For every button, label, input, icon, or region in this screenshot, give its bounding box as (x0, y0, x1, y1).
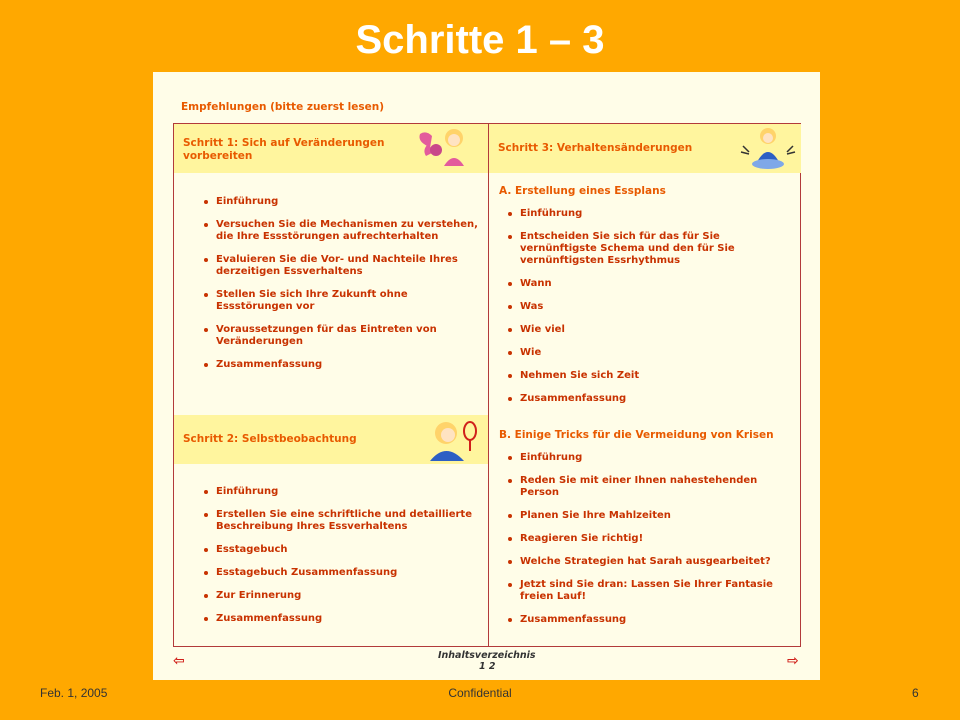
step3-section-b-list (508, 452, 793, 637)
list-item[interactable]: Reden Sie mit einer Ihnen nahestehenden Person (508, 475, 793, 499)
list-item[interactable]: Wann (508, 278, 793, 290)
list-item[interactable]: Esstagebuch (204, 544, 484, 556)
next-arrow-icon[interactable]: ⇨ (787, 653, 799, 669)
list-item[interactable]: Versuchen Sie die Mechanismen zu verstehen, die Ihre Essstörungen aufrechterhalten (204, 219, 479, 243)
girl-with-mirror-illustration (424, 417, 480, 463)
step1-list (204, 196, 479, 382)
recommendations-link[interactable]: Empfehlungen (bitte zuerst lesen) (181, 101, 385, 113)
list-item[interactable]: Jetzt sind Sie dran: Lassen Sie Ihrer Fantasie freien Lauf! (508, 579, 793, 603)
section-b-heading[interactable]: B. Einige Tricks für die Vermeidung von Krisen (499, 429, 774, 441)
content-panel (153, 72, 820, 680)
girl-with-cat-illustration (418, 126, 474, 172)
slide-title: Schritte 1 – 3 (355, 18, 605, 62)
list-item[interactable]: Wie (508, 347, 793, 359)
list-item[interactable]: Einführung (508, 208, 793, 220)
step3-header (489, 124, 801, 173)
step2-title[interactable]: Schritt 2: Selbstbeobachtung (183, 433, 357, 445)
list-item[interactable]: Zusammenfassung (204, 359, 479, 371)
footer-date: Feb. 1, 2005 (40, 686, 108, 700)
list-item[interactable]: Einführung (204, 196, 479, 208)
column-divider (488, 124, 489, 646)
list-item[interactable]: Planen Sie Ihre Mahlzeiten (508, 510, 793, 522)
list-item[interactable]: Zusammenfassung (508, 393, 793, 405)
list-item[interactable]: Einführung (508, 452, 793, 464)
list-item[interactable]: Wie viel (508, 324, 793, 336)
list-item[interactable]: Welche Strategien hat Sarah ausgearbeitet? (508, 556, 793, 568)
step3-section-a-list (508, 208, 793, 416)
list-item[interactable]: Reagieren Sie richtig! (508, 533, 793, 545)
list-item[interactable]: Einführung (204, 486, 484, 498)
footer-page-number: 6 (912, 686, 919, 700)
table-of-contents-link[interactable]: Inhaltsverzeichnis (438, 650, 536, 661)
step2-list (204, 486, 484, 636)
step1-header (174, 124, 488, 173)
navigation-bar (153, 650, 820, 678)
list-item[interactable]: Evaluieren Sie die Vor- und Nachteile Ihres derzeitigen Essverhaltens (204, 254, 479, 278)
step1-title[interactable]: Schritt 1: Sich auf Veränderungen vorbereiten (183, 137, 385, 162)
list-item[interactable]: Zusammenfassung (508, 614, 793, 626)
step2-header (174, 415, 488, 464)
list-item[interactable]: Voraussetzungen für das Eintreten von Veränderungen (204, 324, 479, 348)
list-item[interactable]: Esstagebuch Zusammenfassung (204, 567, 484, 579)
section-a-heading[interactable]: A. Erstellung eines Essplans (499, 185, 666, 197)
page-links[interactable]: 1 2 (479, 661, 496, 672)
list-item[interactable]: Was (508, 301, 793, 313)
girl-meditating-illustration (739, 126, 797, 172)
list-item[interactable]: Zusammenfassung (204, 613, 484, 625)
list-item[interactable]: Entscheiden Sie sich für das für Sie vernünftigste Schema und den für Sie vernünftigsten Essrhythmus (508, 231, 793, 267)
list-item[interactable]: Erstellen Sie eine schriftliche und detaillierte Beschreibung Ihres Essverhaltens (204, 509, 484, 533)
step3-title[interactable]: Schritt 3: Verhaltensänderungen (498, 142, 693, 154)
prev-arrow-icon[interactable]: ⇦ (173, 653, 185, 669)
footer-confidential: Confidential (448, 686, 512, 700)
list-item[interactable]: Stellen Sie sich Ihre Zukunft ohne Essstörungen vor (204, 289, 479, 313)
steps-grid (173, 123, 801, 647)
list-item[interactable]: Zur Erinnerung (204, 590, 484, 602)
list-item[interactable]: Nehmen Sie sich Zeit (508, 370, 793, 382)
